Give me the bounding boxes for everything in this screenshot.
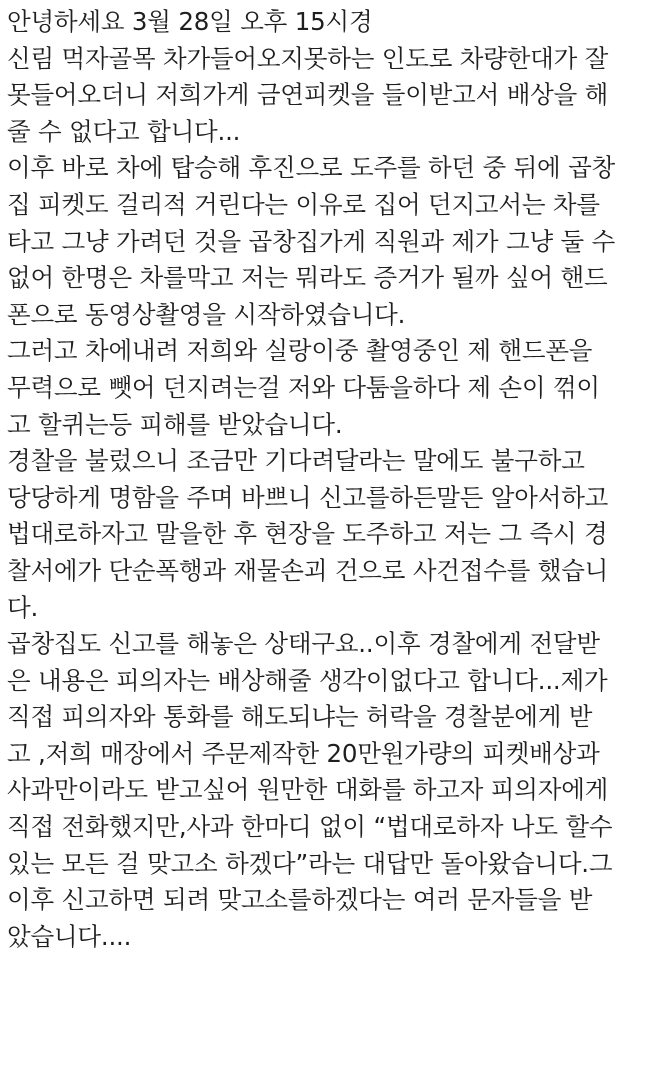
post-line: 이후 신고하면 되려 맞고소를하겠다는 여러 문자들을 받 xyxy=(7,885,593,915)
post-line: 있는 모든 걸 맞고소 하겠다”라는 대답만 돌아왔습니다.그 xyxy=(7,848,613,878)
post-line: 법대로하자고 말을한 후 현장을 도주하고 저는 그 즉시 경 xyxy=(7,519,608,549)
post-line: 이후 바로 차에 탑승해 후진으로 도주를 하던 중 뒤에 곱창 xyxy=(7,153,616,183)
post-line: 신림 먹자골목 차가들어오지못하는 인도로 차량한대가 잘 xyxy=(7,43,609,73)
post-line: 당당하게 명함을 주며 바쁘니 신고를하든말든 알아서하고 xyxy=(7,482,609,512)
post-line: 찰서에가 단순폭행과 재물손괴 건으로 사건접수를 했습니 xyxy=(7,555,609,585)
post-line: 못들어오더니 저희가게 금연피켓을 들이받고서 배상을 해 xyxy=(7,80,609,110)
post-line: 사과만이라도 받고싶어 원만한 대화를 하고자 피의자에게 xyxy=(7,775,609,805)
post-line: 고 ,저희 매장에서 주문제작한 20만원가량의 피켓배상과 xyxy=(7,738,600,768)
post-line: 직접 전화했지만,사과 한마디 없이 “법대로하자 나도 할수 xyxy=(7,812,613,842)
post-line: 은 내용은 피의자는 배상해줄 생각이없다고 합니다...제가 xyxy=(7,665,608,695)
post-line: 직접 피의자와 통화를 해도되냐는 허락을 경찰분에게 받 xyxy=(7,702,593,732)
post-line: 고 할퀴는등 피해를 받았습니다. xyxy=(7,409,343,439)
post-line: 경찰을 불렀으니 조금만 기다려달라는 말에도 불구하고 xyxy=(7,446,585,476)
post-line: 줄 수 없다고 합니다... xyxy=(7,116,241,146)
post-body xyxy=(7,4,647,955)
post-line: 없어 한명은 차를막고 저는 뭐라도 증거가 될까 싶어 핸드 xyxy=(7,263,608,293)
post-line: 무력으로 뺏어 던지려는걸 저와 다툼을하다 제 손이 꺾이 xyxy=(7,372,600,402)
post-line: 타고 그냥 가려던 것을 곱창집가게 직원과 제가 그냥 둘 수 xyxy=(7,226,616,256)
post-line: 안녕하세요 3월 28일 오후 15시경 xyxy=(7,7,373,36)
post-line: 그러고 차에내려 저희와 실랑이중 촬영중인 제 핸드폰을 xyxy=(7,336,593,366)
post-line: 집 피켓도 걸리적 거린다는 이유로 집어 던지고서는 차를 xyxy=(7,189,600,219)
post-line: 폰으로 동영상촬영을 시작하였습니다. xyxy=(7,299,406,329)
post-line: 았습니다.... xyxy=(7,921,132,951)
post-line: 다. xyxy=(7,592,39,622)
post-line: 곱창집도 신고를 해놓은 상태구요..이후 경찰에게 전달받 xyxy=(7,629,600,659)
